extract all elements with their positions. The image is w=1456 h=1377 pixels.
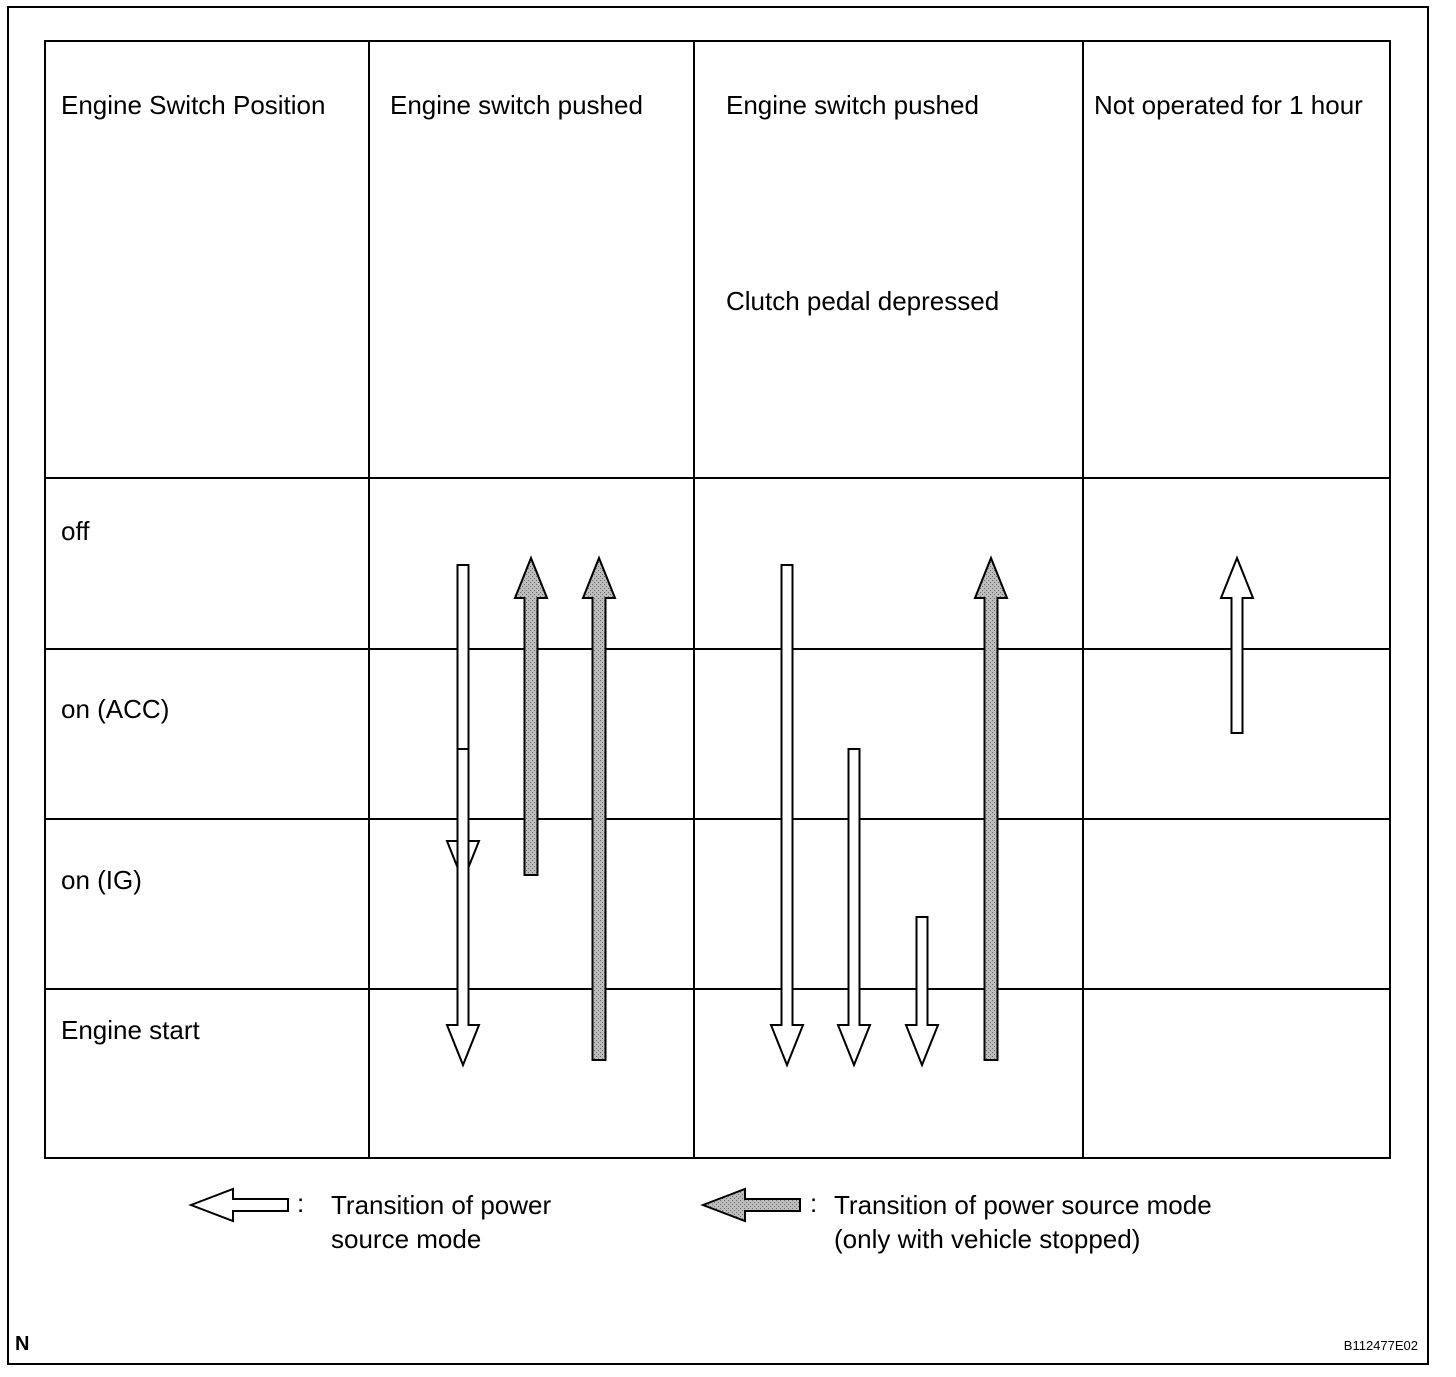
transition-arrow-6	[838, 749, 870, 1065]
legend-plain-colon: :	[297, 1188, 305, 1218]
header-col1: Engine switch pushed	[390, 90, 643, 120]
legend-plain-arrow	[191, 1189, 288, 1221]
corner-label: N	[15, 1333, 30, 1355]
legend-plain-text-1: Transition of power	[331, 1190, 552, 1220]
transition-arrow-3	[515, 558, 547, 875]
legend-stopped-arrow	[703, 1189, 800, 1221]
transition-arrow-7	[906, 917, 938, 1065]
row-label-ig: on (IG)	[61, 865, 142, 895]
header-col2: Engine switch pushed	[726, 90, 979, 120]
figure-id: B112477E02	[1343, 1338, 1418, 1353]
table-grid	[45, 41, 1390, 1158]
legend-stopped-text-1: Transition of power source mode	[834, 1190, 1212, 1220]
row-label-off: off	[61, 516, 90, 546]
row-label-acc: on (ACC)	[61, 694, 170, 724]
header-col3: Not operated for 1 hour	[1094, 90, 1363, 120]
transition-arrow-9	[1221, 558, 1253, 733]
row-label-engine-start: Engine start	[61, 1015, 200, 1045]
transition-arrow-8	[975, 558, 1007, 1060]
legend	[191, 1188, 1212, 1254]
transition-arrow-4	[583, 558, 615, 1060]
header-col2-sub: Clutch pedal depressed	[726, 286, 1000, 316]
outer-frame	[8, 7, 1428, 1364]
legend-stopped-colon: :	[810, 1188, 818, 1218]
header-position: Engine Switch Position	[61, 90, 326, 120]
legend-plain-text-2: source mode	[331, 1224, 482, 1254]
transition-arrow-2	[447, 749, 479, 1065]
legend-stopped-text-2: (only with vehicle stopped)	[834, 1224, 1141, 1254]
table-border	[45, 41, 1390, 1158]
